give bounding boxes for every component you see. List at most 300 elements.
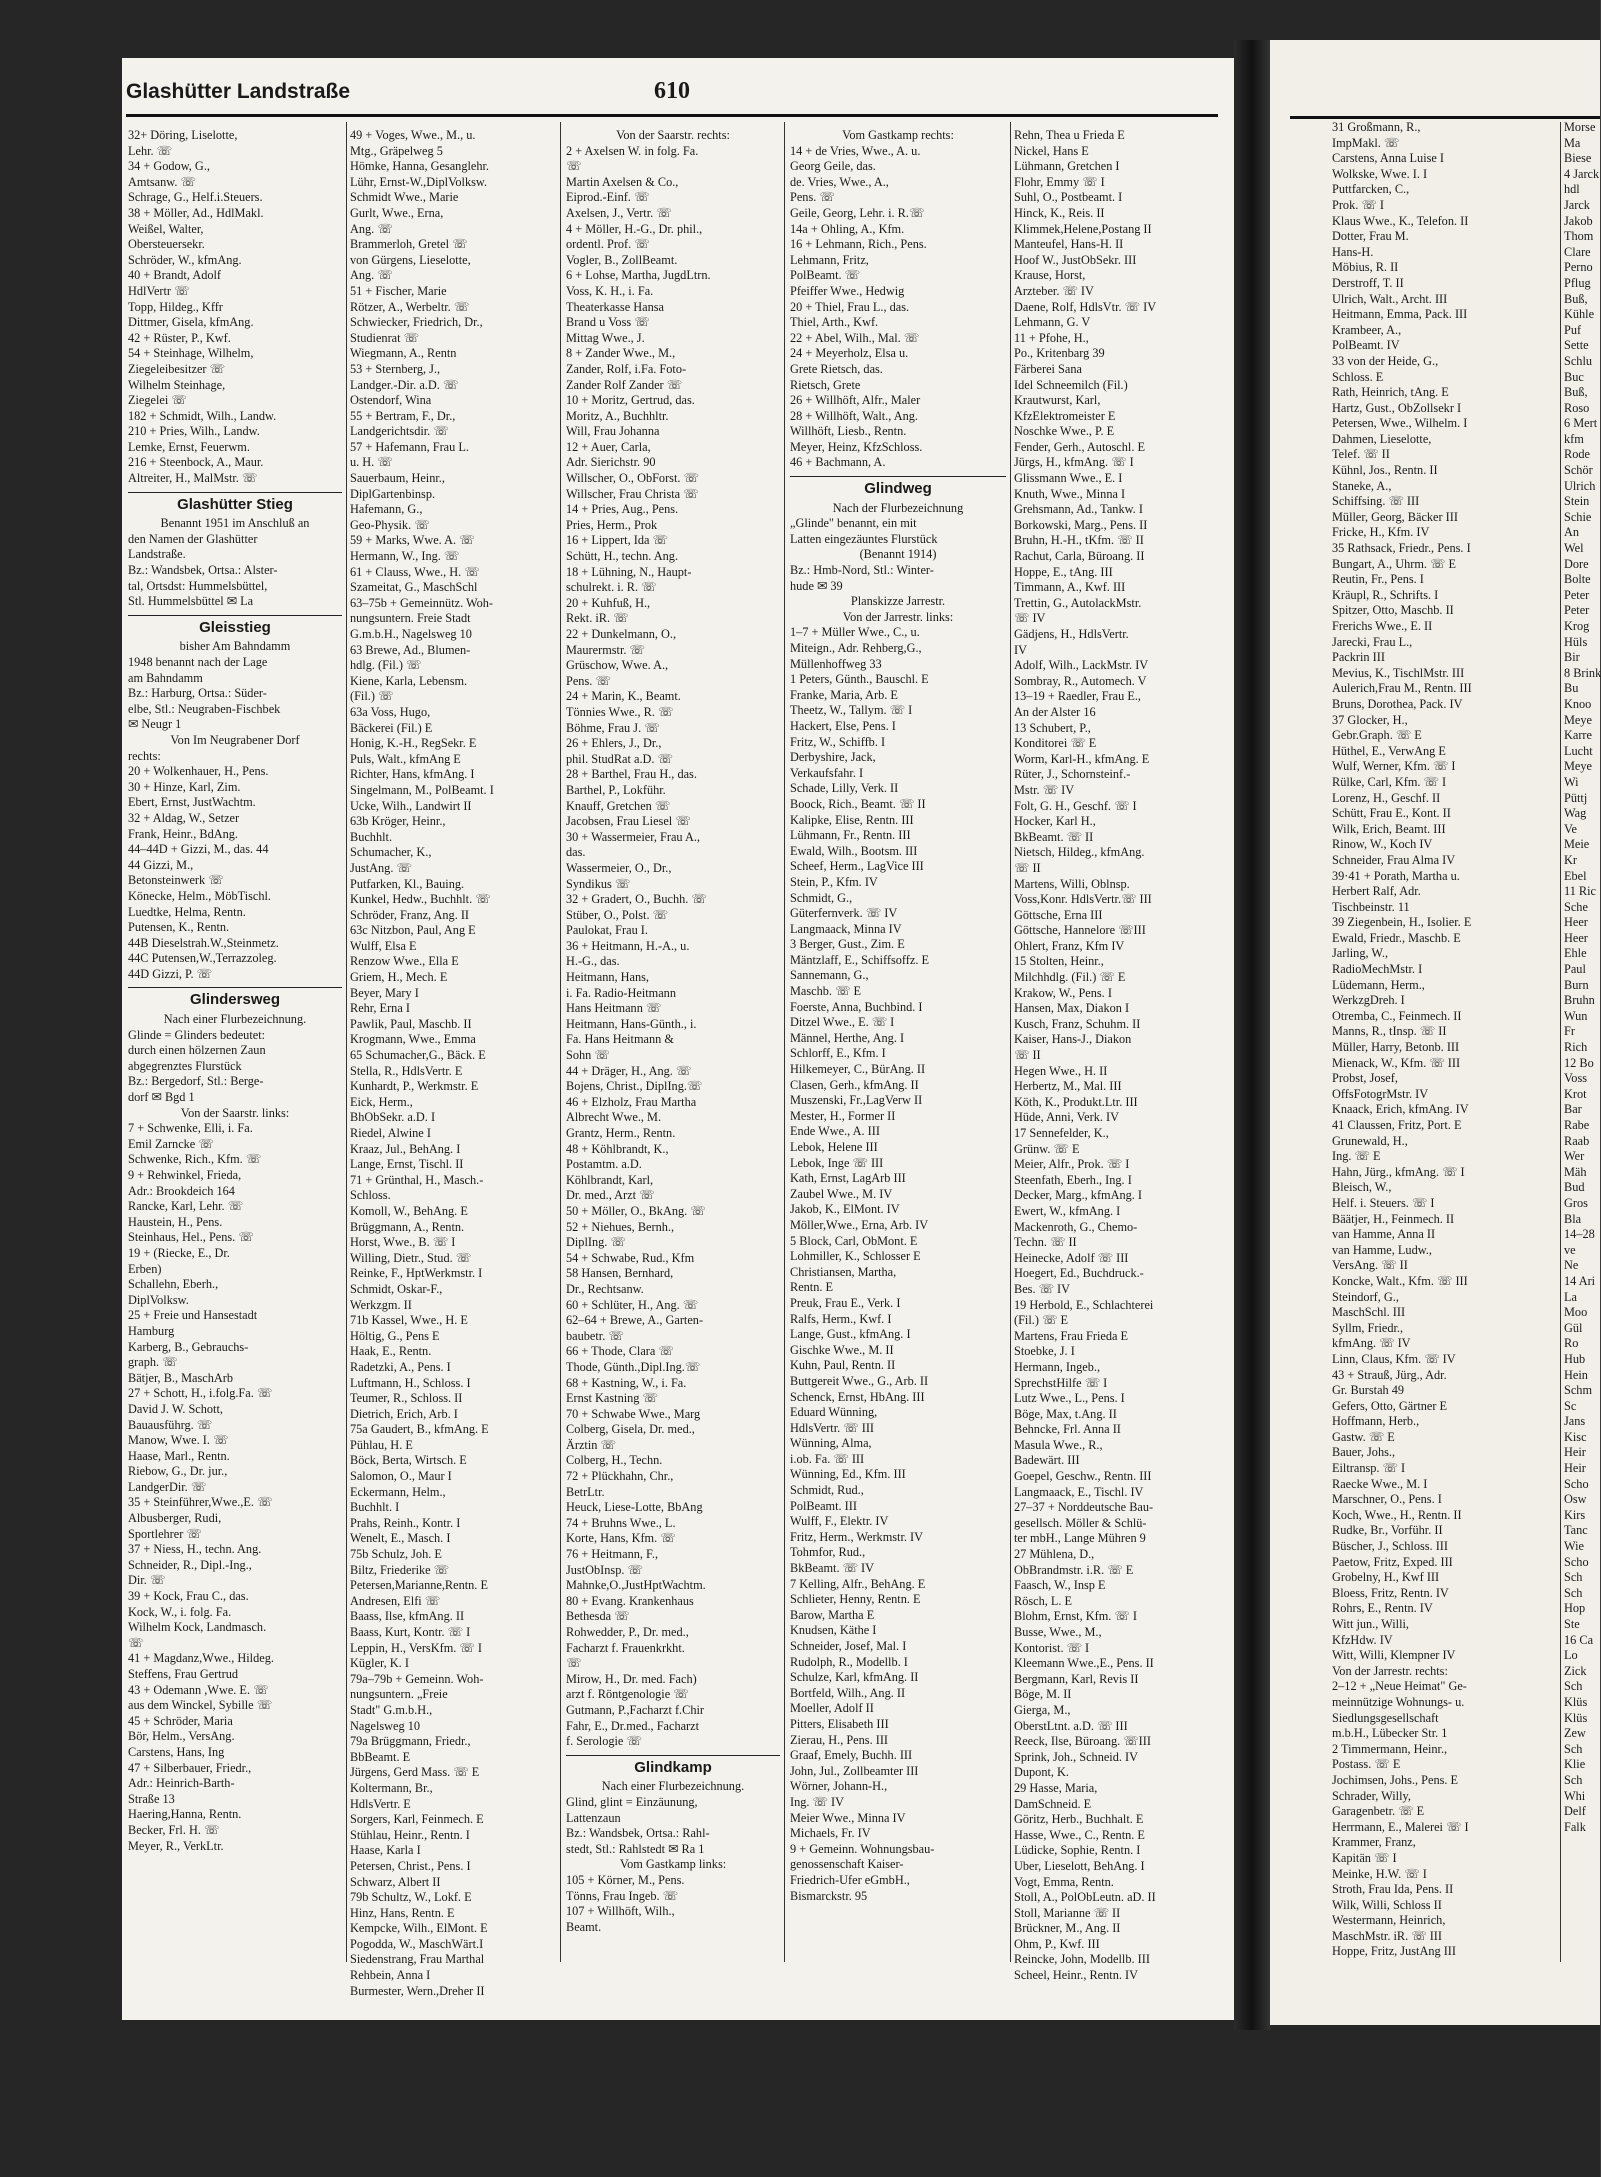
directory-entry: 50 + Möller, O., BkAng. ☏ [566, 1203, 706, 1218]
directory-entry: 68 + Kastning, W., i. Fa. [566, 1375, 687, 1390]
directory-entry: RadioMechMstr. I [1332, 962, 1423, 977]
directory-entry: Baass, Ilse, kfmAng. II [350, 1609, 465, 1624]
directory-entry: Knaack, Erich, kfmAng. IV [1332, 1102, 1469, 1117]
directory-entry: Ewald, Friedr., Maschb. E [1332, 930, 1461, 945]
directory-entry: Betonsteinwerk ☏ [128, 873, 224, 888]
directory-entry: Heitmann, Hans-Günth., i. [566, 1016, 697, 1031]
directory-entry: 4 Jarck [1564, 166, 1600, 181]
directory-entry: Gutmann, P.,Facharzt f.Chir [566, 1702, 704, 1717]
directory-entry: Voss, K. H., i. Fa. [566, 283, 654, 298]
street-heading: Gleisstieg [128, 615, 342, 636]
directory-entry: m.b.H., Lübecker Str. 1 [1332, 1726, 1448, 1741]
directory-entry: Muszenski, Fr.,LagVerw II [790, 1093, 923, 1108]
directory-entry: Facharzt f. Frauenkrkht. [566, 1640, 685, 1655]
directory-entry: BhObSekr. a.D. I [350, 1110, 436, 1125]
directory-entry: Theetz, W., Tallym. ☏ I [790, 703, 913, 718]
directory-entry: Steindorf, G., [1332, 1289, 1399, 1304]
directory-entry: Knuth, Wwe., Minna I [1014, 486, 1126, 501]
directory-entry: Krautwurst, Karl, [1014, 393, 1101, 408]
directory-entry: David J. W. Schott, [128, 1401, 223, 1416]
directory-entry: Wi [1564, 774, 1579, 789]
directory-entry: Kraaz, Jul., BehAng. I [350, 1141, 461, 1156]
directory-entry: Hoppe, Fritz, JustAng III [1332, 1944, 1456, 1959]
directory-entry: KfzHdw. IV [1332, 1632, 1393, 1647]
directory-entry: Schwarz, Albert II [350, 1874, 441, 1889]
directory-entry: 105 + Körner, M., Pens. [566, 1872, 685, 1887]
directory-entry: Schwenke, Rich., Kfm. ☏ [128, 1152, 262, 1167]
directory-entry: Martin Axelsen & Co., [566, 174, 679, 189]
directory-entry: Sprink, Joh., Schneid. IV [1014, 1749, 1138, 1764]
directory-entry: de. Vries, Wwe., A., [790, 174, 889, 189]
directory-entry: Rehr, Erna I [350, 1001, 410, 1016]
directory-entry: Göttsche, Hannelore ☏III [1014, 923, 1146, 938]
directory-entry: Tanc [1564, 1523, 1588, 1538]
directory-entry: Buß, [1564, 385, 1588, 400]
directory-entry: 30 + Hinze, Karl, Zim. [128, 779, 241, 794]
directory-entry: Radetzki, A., Pens. I [350, 1359, 451, 1374]
directory-entry: Putensen, K., Rentn. [128, 920, 230, 935]
right-column-1 [1332, 120, 1556, 1959]
directory-entry: Krammer, Franz, [1332, 1835, 1416, 1850]
directory-entry: Bungart, A., Uhrm. ☏ E [1332, 556, 1456, 571]
directory-entry: Meye [1564, 712, 1592, 727]
directory-entry: Lüdemann, Herm., [1332, 977, 1425, 992]
directory-entry: 66 + Thode, Clara ☏ [566, 1344, 674, 1359]
directory-entry: Koltermann, Br., [350, 1780, 433, 1795]
directory-entry: Sauerbaum, Heinr., [350, 471, 445, 486]
directory-entry: Petersen, Wwe., Wilhelm. I [1332, 416, 1468, 431]
directory-entry: ☏ IV [1014, 611, 1046, 626]
directory-entry: durch einen hölzernen Zaun [128, 1043, 266, 1058]
directory-entry: Bruhn [1564, 993, 1595, 1008]
directory-entry: Ing. ☏ IV [790, 1794, 844, 1809]
directory-entry: Kräupl, R., Schrifts. I [1332, 587, 1439, 602]
directory-entry: Altreiter, H., MalMstr. ☏ [128, 471, 258, 486]
directory-entry: Göttsche, Erna III [1014, 907, 1103, 922]
directory-entry: Hinz, Hans, Rentn. E [350, 1905, 455, 1920]
directory-entry: graph. ☏ [128, 1355, 178, 1370]
directory-entry: Michaels, Fr. IV [790, 1826, 871, 1841]
directory-entry: 71 + Grünthal, H., Masch.- [350, 1172, 484, 1187]
directory-entry: 49 + Voges, Wwe., M., u. [350, 128, 476, 142]
directory-entry: Karberg, B., Gebrauchs- [128, 1339, 249, 1354]
directory-entry: Klaus Wwe., K., Telefon. II [1332, 213, 1469, 228]
directory-entry: Jarecki, Frau L., [1332, 634, 1413, 649]
directory-entry: Brand u Voss ☏ [566, 315, 650, 330]
directory-entry: Nagelsweg 10 [350, 1718, 421, 1733]
directory-entry: Knudsen, Käthe I [790, 1623, 877, 1638]
directory-entry: Bleisch, W., [1332, 1180, 1392, 1195]
directory-entry: BkBeamt. ☏ IV [790, 1561, 875, 1576]
directory-entry: 9 + Rehwinkel, Frieda, [128, 1168, 242, 1182]
directory-entry: Verkaufsfahr. I [790, 765, 864, 780]
directory-entry: gesellsch. Möller & Schlü- [1014, 1515, 1147, 1530]
directory-entry: Wulff, Elsa E [350, 938, 417, 953]
directory-entry: Lucht [1564, 743, 1593, 758]
directory-entry: Stoll, A., PolObLeutn. aD. II [1014, 1890, 1156, 1905]
directory-entry: 33 von der Heide, G., [1332, 353, 1439, 368]
directory-entry: Heinecke, Adolf ☏ III [1014, 1250, 1129, 1265]
directory-entry: Knoo [1564, 696, 1592, 711]
directory-entry: Stl. Hummelsbüttel ✉ La [128, 594, 254, 609]
directory-entry: Müllenhoffweg 33 [790, 656, 882, 671]
directory-entry: Aulerich,Frau M., Rentn. III [1332, 681, 1472, 696]
directory-entry: Kontorist. ☏ I [1014, 1640, 1090, 1655]
directory-entry: hude ✉ 39 [790, 578, 843, 593]
directory-entry: 62–64 + Brewe, A., Garten- [566, 1313, 704, 1328]
directory-entry: 25 + Freie und Hansestadt [128, 1308, 258, 1323]
directory-entry: Schallehn, Eberh., [128, 1277, 219, 1292]
directory-entry: Planskizze Jarrestr. [850, 594, 946, 609]
directory-entry: Rode [1564, 447, 1590, 462]
directory-entry: Hinck, K., Reis. II [1014, 205, 1105, 220]
directory-entry: Eckermann, Helm., [350, 1484, 446, 1499]
directory-entry: Putfarken, Kl., Bauing. [350, 876, 465, 891]
directory-entry: Rohwedder, P., Dr. med., [566, 1625, 689, 1639]
directory-entry: Rudke, Br., Vorführ. II [1332, 1523, 1443, 1538]
directory-entry: 44D Gizzi, P. ☏ [128, 966, 213, 981]
directory-entry: 46 + Elzholz, Frau Martha [566, 1094, 697, 1109]
directory-entry: ☏ [566, 1656, 582, 1671]
directory-entry: 27 Mühlena, D., [1014, 1547, 1095, 1562]
directory-entry: Haase, Marl., Rentn. [128, 1448, 230, 1463]
directory-entry: Perno [1564, 260, 1593, 275]
directory-entry: baubetr. ☏ [566, 1328, 624, 1343]
directory-entry: Wilk, Willi, Schloss II [1332, 1897, 1442, 1912]
directory-entry: 27 + Schott, H., i.folg.Fa. ☏ [128, 1386, 273, 1401]
directory-entry: Hahn, Jürg., kfmAng. ☏ I [1332, 1164, 1465, 1179]
directory-entry: Benannt 1951 im Anschluß an [160, 516, 310, 531]
directory-entry: Rötzer, A., Werbeltr. ☏ [350, 299, 470, 314]
directory-entry: 32+ Döring, Liselotte, [128, 128, 238, 142]
directory-entry: Landger.-Dir. a.D. ☏ [350, 377, 459, 392]
directory-entry: 37 Glocker, H., [1332, 712, 1408, 727]
directory-entry: Schulze, Karl, kfmAng. II [790, 1670, 919, 1685]
directory-entry: u. H. ☏ [350, 455, 393, 470]
directory-entry: Bz.: Wandsbek, Ortsa.: Alster- [128, 563, 278, 578]
directory-entry: Sette [1564, 338, 1589, 353]
directory-entry: Szameitat, G., MaschSchl [350, 580, 478, 595]
directory-entry: rechts: [128, 748, 161, 763]
directory-entry: Rehn, Thea u Frieda E [1014, 128, 1125, 142]
directory-entry: 44 + Dräger, H., Ang. ☏ [566, 1063, 692, 1078]
directory-entry: Preuk, Frau E., Verk. I [790, 1295, 901, 1310]
directory-entry: Ernst Kastning ☏ [566, 1391, 658, 1406]
directory-entry: Thom [1564, 229, 1594, 244]
directory-entry: LandgerDir. ☏ [128, 1479, 207, 1494]
directory-entry: Ma [1564, 135, 1581, 150]
directory-entry: Emil Zarncke ☏ [128, 1136, 214, 1151]
directory-entry: Teumer, R., Schloss. II [350, 1391, 463, 1406]
directory-entry: 54 + Schwabe, Rud., Kfm [566, 1250, 695, 1265]
directory-entry: phil. StudRat a.D. ☏ [566, 751, 673, 766]
directory-entry: Fahr, E., Dr.med., Facharzt [566, 1718, 700, 1733]
directory-entry: Leppin, H., VersKfm. ☏ I [350, 1640, 482, 1655]
directory-entry: Lehmann, Fritz, [790, 252, 869, 267]
directory-entry: Von der Jarrestr. rechts: [1332, 1663, 1448, 1678]
directory-entry: Bäätjer, H., Feinmech. II [1332, 1211, 1455, 1226]
directory-entry: Hömke, Hanna, Gesanglehr. [350, 159, 489, 174]
directory-entry: i. Fa. Radio-Heitmann [566, 985, 676, 1000]
directory-entry: Bäckerei (Fil.) E [350, 720, 433, 735]
directory-entry: Grehsmann, Ad., Tankw. I [1014, 502, 1143, 517]
directory-entry: Siedenstrang, Frau Marthal [350, 1952, 485, 1967]
directory-entry: 32 + Gradert, O., Buchh. ☏ [566, 892, 707, 907]
directory-entry: Herbertz, M., Mal. III [1014, 1079, 1122, 1094]
directory-entry: 75a Gaudert, B., kfmAng. E [350, 1422, 489, 1437]
directory-entry: Hans Heitmann ☏ [566, 1001, 662, 1016]
directory-entry: 40 + Brandt, Adolf [128, 268, 222, 283]
directory-entry: Köhlbrandt, Karl, [566, 1172, 654, 1187]
directory-entry: Güterfernverk. ☏ IV [790, 906, 898, 921]
directory-entry: Schm [1564, 1383, 1593, 1398]
directory-entry: Schmidt, Rud., [790, 1483, 864, 1498]
directory-entry: 8 + Zander Wwe., M., [566, 346, 676, 361]
directory-entry: Witt jun., Willi, [1332, 1617, 1410, 1631]
directory-entry: PolBeamt. III [790, 1498, 857, 1513]
directory-entry: 70 + Schwabe Wwe., Marg [566, 1406, 701, 1421]
directory-entry: Paulokat, Frau I. [566, 923, 648, 938]
directory-entry: Ne [1564, 1258, 1579, 1273]
directory-entry: Ohlert, Franz, Kfm IV [1014, 938, 1125, 953]
directory-entry: DamSchneid. E [1014, 1796, 1092, 1811]
directory-entry: Knauff, Gretchen ☏ [566, 798, 671, 813]
directory-entry: Amtsanw. ☏ [128, 174, 196, 189]
directory-entry: Hüde, Anni, Verk. IV [1014, 1110, 1119, 1125]
directory-entry: 74 + Bruhns Wwe., L. [566, 1515, 676, 1530]
directory-entry: Willing, Dietr., Stud. ☏ [350, 1250, 472, 1265]
directory-entry: Singelmann, M., PolBeamt. I [350, 782, 494, 797]
directory-entry: Böhme, Frau J. ☏ [566, 720, 660, 735]
directory-entry: Vogler, B., ZollBeamt. [566, 252, 678, 267]
directory-entry: 51 + Fischer, Marie [350, 283, 447, 298]
directory-entry: Schör [1564, 463, 1593, 478]
directory-entry: 7 Kelling, Alfr., BehAng. E [790, 1576, 926, 1591]
directory-entry: BkBeamt. ☏ II [1014, 829, 1094, 844]
directory-entry: Christiansen, Martha, [790, 1264, 897, 1279]
directory-entry: Rekt. iR. ☏ [566, 611, 629, 626]
directory-entry: Möller,Wwe., Erna, Arb. IV [790, 1217, 929, 1232]
directory-entry: Meinke, H.W. ☏ I [1332, 1866, 1427, 1881]
directory-entry: Hoffmann, Herb., [1332, 1414, 1420, 1429]
directory-entry: elbe, Stl.: Neugraben-Fischbek [128, 701, 281, 716]
directory-entry: PolBeamt. IV [1332, 338, 1400, 353]
directory-entry: ☏ [128, 1635, 144, 1650]
directory-entry: Ditzel Wwe., E. ☏ I [790, 1015, 895, 1030]
directory-entry: kfm [1564, 431, 1584, 446]
directory-entry: HdlsVertr. E [350, 1796, 411, 1811]
directory-entry: Buchhlt. I [350, 1500, 400, 1515]
directory-entry: das. [566, 845, 586, 860]
directory-entry: Scho [1564, 1476, 1589, 1491]
directory-entry: Grobelny, H., Kwf III [1332, 1570, 1440, 1585]
directory-entry: Biltz, Friederike ☏ [350, 1562, 450, 1577]
directory-entry: Müller, Harry, Betonb. III [1332, 1040, 1460, 1055]
directory-entry: Maschb. ☏ E [790, 984, 862, 999]
directory-entry: Syndikus ☏ [566, 876, 631, 891]
directory-entry: Sc [1564, 1398, 1577, 1413]
directory-entry: Wilhelm Steinhage, [128, 377, 226, 392]
directory-entry: Morse [1564, 120, 1596, 134]
directory-entry: Bruns, Dorothea, Pack. IV [1332, 696, 1463, 711]
directory-entry: Wel [1564, 541, 1584, 556]
directory-entry: Masula Wwe., R., [1014, 1437, 1103, 1452]
directory-entry: 2–12 + „Neue Heimat" Ge- [1332, 1679, 1467, 1694]
directory-entry: Ehle [1564, 946, 1587, 961]
directory-entry: Rüter, J., Schornsteinf.- [1014, 767, 1131, 782]
directory-entry: Ende Wwe., A. III [790, 1124, 880, 1139]
directory-entry: 12 + Auer, Carla, [566, 439, 651, 454]
directory-entry: Paetow, Fritz, Exped. III [1332, 1554, 1453, 1569]
directory-entry: 72 + Plückhahn, Chr., [566, 1469, 674, 1484]
directory-entry: OberstLtnt. a.D. ☏ III [1014, 1718, 1128, 1733]
directory-entry: Wiegmann, A., Rentn [350, 346, 457, 361]
directory-entry: Meier, Alfr., Prok. ☏ I [1014, 1157, 1130, 1172]
directory-entry: Bu [1564, 681, 1579, 696]
directory-entry: Brüggmann, A., Rentn. [350, 1219, 465, 1234]
directory-entry: 80 + Evang. Krankenhaus [566, 1593, 694, 1608]
directory-entry: Rohrs, E., Rentn. IV [1332, 1601, 1433, 1616]
directory-entry: John, Jul., Zollbeamter III [790, 1763, 919, 1778]
directory-entry: 39 + Kock, Frau C., das. [128, 1589, 249, 1604]
directory-entry: Sche [1564, 899, 1588, 914]
directory-entry: 24 + Marin, K., Beamt. [566, 689, 681, 704]
directory-entry: 35 Rathsack, Friedr., Pens. I [1332, 541, 1471, 556]
directory-entry: Sch [1564, 1741, 1583, 1756]
directory-entry: 63 Brewe, Ad., Blumen- [350, 642, 471, 657]
directory-entry: H.-G., das. [566, 954, 620, 969]
directory-entry: Richter, Hans, kfmAng. I [350, 767, 475, 782]
directory-entry: Nietsch, Hildeg., kfmAng. [1014, 845, 1145, 860]
directory-entry: Gädjens, H., HdlsVertr. [1014, 627, 1129, 641]
directory-entry: Sch [1564, 1772, 1583, 1787]
directory-entry: Colberg, Gisela, Dr. med., [566, 1422, 695, 1437]
directory-entry: hdl [1564, 182, 1580, 197]
directory-entry: Moo [1564, 1305, 1588, 1320]
directory-entry: Hansen, Max, Diakon I [1014, 1001, 1130, 1016]
directory-entry: Bla [1564, 1211, 1582, 1226]
directory-entry: 216 + Steenbock, A., Maur. [128, 455, 264, 470]
directory-entry: tal, Ortsdst: Hummelsbüttel, [128, 578, 268, 593]
directory-entry: Schütt, H., techn. Ang. [566, 549, 679, 564]
directory-entry: 43 + Odemann ,Wwe. E. ☏ [128, 1682, 269, 1697]
directory-entry: SprechstHilfe ☏ I [1014, 1375, 1108, 1390]
directory-entry: Worm, Karl-H., kfmAng. E [1014, 751, 1150, 766]
directory-entry: Obersteuersekr. [128, 237, 205, 252]
directory-entry: Schneider, Frau Alma IV [1332, 852, 1456, 867]
directory-entry: Helf. i. Steuers. ☏ I [1332, 1195, 1435, 1210]
directory-entry: Clare [1564, 244, 1591, 259]
directory-entry: 48 + Köhlbrandt, K., [566, 1141, 669, 1156]
directory-entry: 35 + Steinführer,Wwe.,E. ☏ [128, 1495, 273, 1510]
directory-entry: Mäntzlaff, E., Schiffsoffz. E [790, 952, 929, 967]
directory-entry: Pries, Herm., Prok [566, 517, 658, 532]
directory-entry: Grete Rietsch, das. [790, 361, 883, 376]
directory-entry: Eduard Wünning, [790, 1405, 878, 1420]
directory-entry: Will, Frau Johanna [566, 424, 660, 439]
directory-entry: Gischke Wwe., M. II [790, 1342, 894, 1357]
page-header [126, 78, 1218, 117]
directory-entry: Stühlau, Heinr., Rentn. I [350, 1827, 470, 1842]
directory-entry: Jakob [1564, 213, 1593, 228]
directory-entry: An [1564, 525, 1580, 540]
directory-entry: Kempcke, Wilh., ElMont. E [350, 1921, 488, 1936]
directory-entry: Tohmfor, Rud., [790, 1545, 866, 1560]
directory-entry: ☏ [566, 159, 582, 174]
directory-entry: Kühle [1564, 307, 1595, 322]
directory-entry: Herbert Ralf, Adr. [1332, 884, 1421, 899]
directory-entry: Geile, Georg, Lehr. i. R.☏ [790, 205, 925, 220]
directory-entry: Buß, [1564, 291, 1588, 306]
directory-entry: Meie [1564, 837, 1590, 852]
directory-entry: Schiffsing. ☏ III [1332, 494, 1420, 509]
directory-entry: ObBrandmstr. i.R. ☏ E [1014, 1562, 1134, 1577]
directory-entry: Pens. ☏ [790, 190, 835, 205]
directory-entry: Buttgereit Wwe., G., Arb. II [790, 1373, 929, 1388]
directory-entry: Zander Rolf Zander ☏ [566, 377, 683, 392]
directory-entry: Puttfarcken, C., [1332, 182, 1410, 197]
directory-entry: Carstens, Hans, Ing [128, 1744, 225, 1759]
directory-entry: 13–19 + Raedler, Frau E., [1014, 689, 1141, 704]
directory-entry: Lutz Wwe., L., Pens. I [1014, 1391, 1125, 1406]
directory-entry: Rancke, Karl, Lehr. ☏ [128, 1199, 244, 1214]
directory-entry: Tönns, Frau Ingeb. ☏ [566, 1888, 679, 1903]
directory-entry: Tischbeinstr. 11 [1332, 899, 1410, 914]
directory-entry: Barow, Martha E [790, 1607, 875, 1622]
directory-entry: Eiprod.-Einf. ☏ [566, 190, 650, 205]
directory-entry: Langmaack, E., Tischl. IV [1014, 1484, 1144, 1499]
directory-entry: Mirow, H., Dr. med. Fach) [566, 1671, 697, 1686]
directory-entry: Schloss. E [1332, 369, 1384, 384]
directory-entry: 79a Brüggmann, Friedr., [350, 1734, 471, 1749]
directory-entry: Ro [1564, 1336, 1579, 1351]
directory-entry: 182 + Schmidt, Wilh., Landw. [128, 408, 277, 423]
directory-entry: Rinow, W., Koch IV [1332, 837, 1433, 852]
directory-entry: Albrecht Wwe., M. [566, 1110, 662, 1125]
directory-entry: Kühnl, Jos., Rentn. II [1332, 463, 1438, 478]
directory-entry: Ziegeleibesitzer ☏ [128, 361, 225, 376]
directory-entry: Hartz, Gust., ObZollsekr I [1332, 400, 1462, 415]
directory-entry: Kr [1564, 852, 1577, 867]
directory-entry: Schrader, Willy, [1332, 1788, 1411, 1803]
directory-entry: Bar [1564, 1102, 1582, 1117]
directory-entry: Mstr. ☏ IV [1014, 782, 1075, 797]
directory-entry: Ing. ☏ E [1332, 1149, 1381, 1164]
directory-entry: Hub [1564, 1351, 1586, 1366]
directory-entry: Blohm, Ernst, Kfm. ☏ I [1014, 1609, 1137, 1624]
directory-entry: 63a Voss, Hugo, [350, 704, 431, 719]
directory-entry: Adr.: Heinrich-Barth- [128, 1776, 235, 1791]
directory-entry: Ostendorf, Wina [350, 393, 432, 408]
directory-entry: Fender, Gerh., Autoschl. E [1014, 439, 1145, 454]
directory-entry: Lühmann, Fr., Rentn. III [790, 828, 911, 843]
directory-entry: Postamtm. a.D. [566, 1157, 642, 1172]
directory-entry: Bz.: Bergedorf, Stl.: Berge- [128, 1074, 264, 1089]
directory-entry: Bätjer, B., MaschArb [128, 1370, 234, 1385]
directory-entry: Raab [1564, 1133, 1590, 1148]
directory-entry: ☏ II [1014, 860, 1041, 875]
directory-entry: dorf ✉ Bgd 1 [128, 1090, 195, 1105]
directory-entry: Scheef, Herm., LagVice III [790, 859, 924, 874]
directory-entry: 43 + Strauß, Jürg., Adr. [1332, 1367, 1447, 1382]
directory-entry: 63–75b + Gemeinnütz. Woh- [350, 595, 494, 610]
directory-entry: Höltig, G., Pens E [350, 1328, 440, 1343]
directory-entry: Rabe [1564, 1118, 1590, 1132]
directory-entry: Wassermeier, O., Dr., [566, 860, 672, 875]
directory-entry: Meier Wwe., Minna IV [790, 1810, 906, 1825]
directory-entry: Honig, K.-H., RegSekr. E [350, 736, 477, 751]
directory-entry: 60 + Schlüter, H., Ang. ☏ [566, 1297, 699, 1312]
